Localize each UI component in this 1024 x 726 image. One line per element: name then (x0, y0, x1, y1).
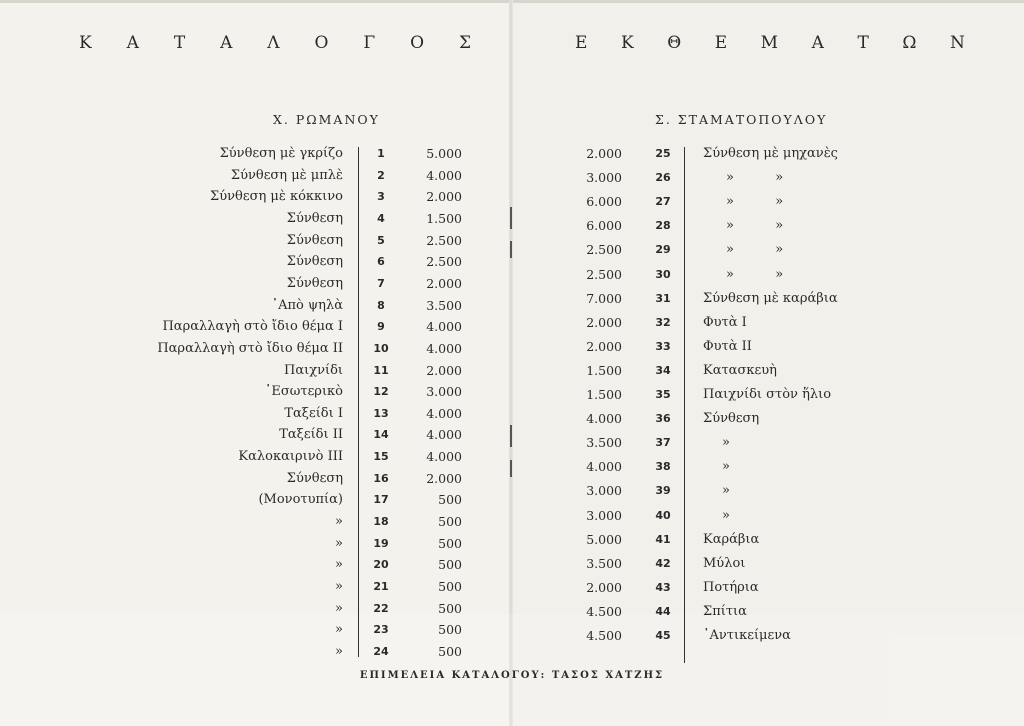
artwork-number: 29 (655, 243, 671, 256)
artwork-title: Σύνθεση μὲ γκρίζο (219, 146, 343, 161)
artwork-price: 4.500 (586, 604, 622, 619)
artwork-title: » » (726, 194, 784, 209)
artwork-number: 12 (373, 385, 389, 398)
artwork-number: 35 (655, 388, 671, 401)
artwork-title: » (722, 435, 730, 450)
artwork-number: 45 (655, 629, 671, 642)
artwork-number: 36 (655, 412, 671, 425)
artwork-number: 23 (373, 623, 389, 636)
artwork-price: 500 (438, 536, 462, 551)
artwork-number: 28 (655, 219, 671, 232)
artwork-title: » (722, 483, 730, 498)
artwork-price: 4.000 (426, 427, 462, 442)
artwork-number: 3 (377, 190, 385, 203)
artwork-price: 3.000 (586, 483, 622, 498)
artwork-title: Σύνθεση μὲ μηχανὲς (703, 146, 838, 161)
catalog-entry (0, 577, 1000, 599)
catalog-entry (0, 191, 1000, 213)
artwork-number: 21 (373, 580, 389, 593)
artwork-price: 3.500 (586, 435, 622, 450)
artwork-number: 41 (655, 533, 671, 546)
artwork-number: 26 (655, 171, 671, 184)
artwork-number: 30 (655, 268, 671, 281)
artwork-number: 38 (655, 460, 671, 473)
catalog-entry (0, 601, 1000, 623)
title-right-letter: Α (811, 33, 824, 53)
artwork-price: 4.000 (426, 449, 462, 464)
artwork-title: » (722, 508, 730, 523)
artwork-title: Σύνθεση (286, 233, 343, 248)
artwork-title: » » (726, 218, 784, 233)
title-left-letter: Σ (458, 33, 471, 53)
artwork-price: 500 (438, 514, 462, 529)
catalog-entry (0, 143, 1000, 165)
artwork-number: 2 (377, 169, 385, 182)
artwork-title: Καράβια (703, 532, 760, 547)
title-right-letter: Ν (950, 33, 965, 53)
catalog-entry (0, 239, 1000, 261)
artwork-title: Σύνθεση (703, 411, 760, 426)
artwork-title: Φυτὰ Ι (703, 315, 747, 330)
artwork-price: 4.500 (586, 628, 622, 643)
title-left-letter: Α (126, 33, 139, 53)
artwork-number: 7 (377, 277, 385, 290)
artwork-number: 20 (373, 558, 389, 571)
artwork-title: Σπίτια (703, 604, 747, 619)
catalog-entry (0, 288, 1000, 310)
artwork-number: 22 (373, 602, 389, 615)
artwork-number: 11 (373, 364, 389, 377)
artwork-number: 16 (373, 472, 389, 485)
title-left-letter: Λ (267, 33, 280, 53)
artwork-title: Κατασκευὴ (703, 363, 777, 378)
catalog-entry (0, 625, 1000, 647)
artwork-price: 3.000 (586, 170, 622, 185)
artwork-title: ᾿Αντικείμενα (703, 628, 791, 643)
artwork-number: 25 (655, 147, 671, 160)
artwork-title: » (335, 644, 343, 659)
artwork-price: 3.500 (586, 556, 622, 571)
catalog-entry (0, 312, 1000, 334)
artwork-title: Ποτήρια (703, 580, 759, 595)
artwork-price: 5.000 (586, 532, 622, 547)
catalog-entry (0, 215, 1000, 237)
title-right-letter: Θ (667, 33, 682, 53)
artwork-number: 5 (377, 234, 385, 247)
artwork-price: 500 (438, 492, 462, 507)
artwork-title: Σύνθεση (286, 276, 343, 291)
artwork-title: Σύνθεση (286, 471, 343, 486)
artwork-number: 43 (655, 581, 671, 594)
catalog-entry (0, 336, 1000, 358)
artwork-title: » » (726, 242, 784, 257)
title-left-letter: Α (220, 33, 233, 53)
artwork-title: Σύνθεση μὲ καράβια (703, 291, 838, 306)
title-right-letter: Μ (760, 33, 779, 53)
artwork-title: ᾿Εσωτερικὸ (264, 384, 343, 399)
title-right-letter: Ε (575, 33, 588, 53)
artwork-title: » » (726, 170, 784, 185)
artwork-title: » (335, 557, 343, 572)
artwork-price: 3.500 (426, 298, 462, 313)
artwork-number: 9 (377, 320, 385, 333)
artwork-title: » (335, 514, 343, 529)
artwork-price: 2.500 (586, 267, 622, 282)
artwork-price: 500 (438, 622, 462, 637)
artwork-price: 4.000 (426, 168, 462, 183)
catalog-entry (0, 167, 1000, 189)
artwork-price: 2.000 (426, 471, 462, 486)
catalog-entry (0, 553, 1000, 575)
artwork-title: Μύλοι (703, 556, 746, 571)
artwork-title: Καλοκαιρινὸ ΙΙΙ (238, 449, 343, 464)
artwork-price: 500 (438, 579, 462, 594)
artwork-title: Σύνθεση μὲ κόκκινο (210, 189, 343, 204)
artwork-price: 500 (438, 557, 462, 572)
artwork-number: 32 (655, 316, 671, 329)
artwork-price: 2.000 (586, 580, 622, 595)
artwork-price: 2.500 (426, 233, 462, 248)
artwork-number: 44 (655, 605, 671, 618)
artwork-price: 4.000 (586, 411, 622, 426)
catalog-entry (0, 264, 1000, 286)
artwork-price: 5.000 (426, 146, 462, 161)
catalog-entry (0, 505, 1000, 527)
artwork-number: 6 (377, 255, 385, 268)
title-left-letter: Ο (314, 33, 329, 53)
artwork-title: Σύνθεση μὲ μπλὲ (230, 168, 343, 183)
title-left-letter: Τ (173, 33, 186, 53)
artwork-title: (Μονοτυπία) (258, 492, 343, 507)
artwork-title: » (722, 459, 730, 474)
artwork-title: » (335, 601, 343, 616)
catalog-entry (0, 432, 1000, 454)
artwork-title: Παιχνίδι (283, 363, 343, 378)
catalog-entry (0, 408, 1000, 430)
title-left-letter: Γ (363, 33, 376, 53)
artwork-number: 37 (655, 436, 671, 449)
artwork-number: 17 (373, 493, 389, 506)
artwork-price: 2.000 (586, 315, 622, 330)
artwork-number: 18 (373, 515, 389, 528)
artwork-price: 2.000 (426, 276, 462, 291)
artwork-number: 27 (655, 195, 671, 208)
artwork-title: » (335, 622, 343, 637)
artwork-price: 500 (438, 644, 462, 659)
catalog-entry (0, 384, 1000, 406)
artwork-number: 13 (373, 407, 389, 420)
artwork-title: Παραλλαγὴ στὸ ἴδιο θέμα Ι (162, 319, 343, 334)
catalog-title-right (575, 33, 965, 53)
artwork-price: 4.000 (426, 406, 462, 421)
artwork-price: 6.000 (586, 194, 622, 209)
artwork-number: 8 (377, 299, 385, 312)
artwork-price: 2.000 (426, 363, 462, 378)
artwork-number: 34 (655, 364, 671, 377)
title-right-letter: Ω (902, 33, 917, 53)
artwork-price: 3.000 (586, 508, 622, 523)
title-left-letter: Κ (79, 33, 92, 53)
artwork-title: Φυτὰ ΙΙ (703, 339, 752, 354)
artwork-number: 4 (377, 212, 385, 225)
artwork-title: » » (726, 267, 784, 282)
artwork-title: Παιχνίδι στὸν ἥλιο (703, 387, 832, 402)
artwork-price: 2.000 (586, 339, 622, 354)
artwork-number: 19 (373, 537, 389, 550)
catalog-entry (0, 529, 1000, 551)
artwork-number: 33 (655, 340, 671, 353)
catalog-credits: ΕΠΙΜΕΛΕΙΑ ΚΑΤΑΛΟΓΟΥ: ΤΑΣΟΣ ΧΑΤΖΗΣ (359, 670, 665, 681)
title-left-letter: Ο (410, 33, 425, 53)
artwork-price: 7.000 (586, 291, 622, 306)
artwork-price: 2.500 (426, 254, 462, 269)
artwork-number: 31 (655, 292, 671, 305)
title-right-letter: Ε (714, 33, 728, 53)
artwork-title: Παραλλαγὴ στὸ ἴδιο θέμα ΙΙ (157, 341, 343, 356)
artwork-number: 42 (655, 557, 671, 570)
catalog-entry (0, 456, 1000, 478)
artist-name-left: Χ. ΡΩΜΑΝΟΥ (273, 112, 380, 127)
artwork-title: » (335, 536, 343, 551)
artwork-price: 1.500 (586, 387, 622, 402)
artwork-number: 14 (373, 428, 389, 441)
catalog-title-left (79, 33, 471, 53)
artwork-title: Ταξείδι Ι (284, 406, 343, 421)
artwork-number: 10 (373, 342, 389, 355)
artwork-number: 1 (377, 147, 385, 160)
artwork-price: 4.000 (586, 459, 622, 474)
artwork-title: » (335, 579, 343, 594)
artwork-price: 3.000 (426, 384, 462, 399)
artwork-title: Σύνθεση (286, 211, 343, 226)
artwork-price: 1.500 (586, 363, 622, 378)
artwork-number: 15 (373, 450, 389, 463)
artwork-number: 39 (655, 484, 671, 497)
artwork-price: 4.000 (426, 319, 462, 334)
artwork-price: 500 (438, 601, 462, 616)
artwork-number: 24 (373, 645, 389, 658)
artwork-number: 40 (655, 509, 671, 522)
artwork-price: 1.500 (426, 211, 462, 226)
catalog-entry (0, 480, 1000, 502)
artwork-price: 4.000 (426, 341, 462, 356)
catalog-entry (0, 360, 1000, 382)
title-right-letter: Κ (620, 33, 634, 53)
artwork-title: ᾿Απὸ ψηλὰ (271, 298, 343, 313)
artwork-price: 2.500 (586, 242, 622, 257)
title-right-letter: Τ (857, 33, 869, 53)
artwork-title: Ταξείδι ΙΙ (279, 427, 343, 442)
artist-name-right: Σ. ΣΤΑΜΑΤΟΠΟΥΛΟΥ (655, 112, 828, 127)
artwork-price: 2.000 (426, 189, 462, 204)
artwork-price: 2.000 (586, 146, 622, 161)
artwork-title: Σύνθεση (286, 254, 343, 269)
artwork-price: 6.000 (586, 218, 622, 233)
